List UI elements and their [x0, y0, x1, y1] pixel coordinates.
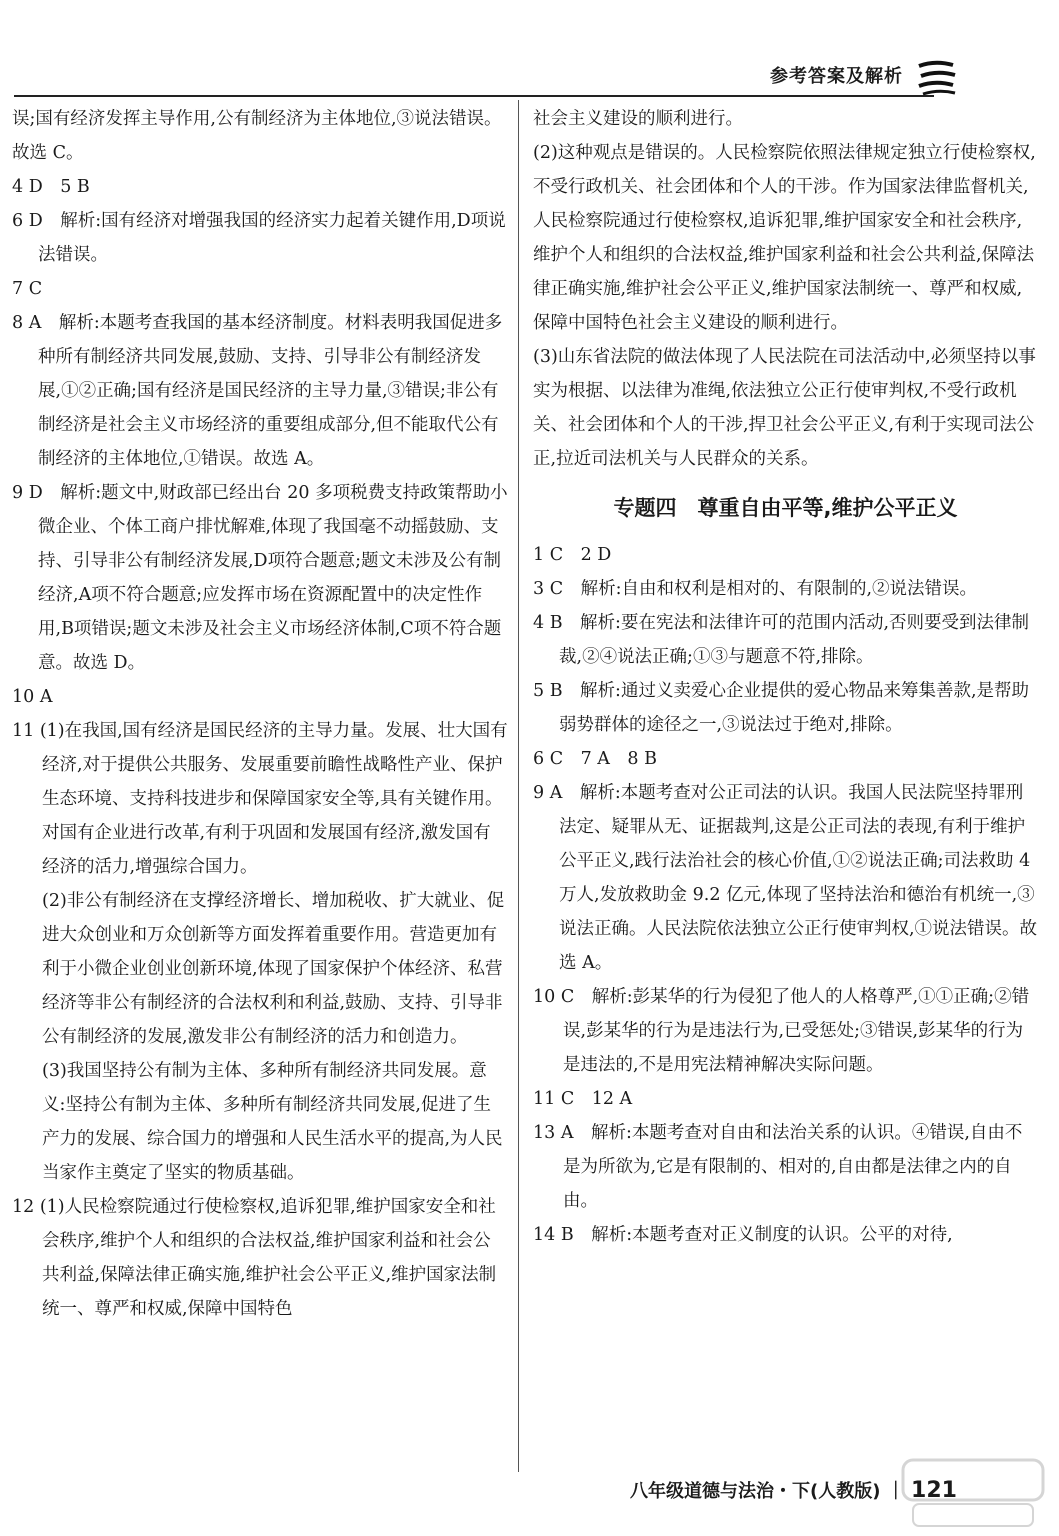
- answer-s1-2: 1 C 2 D: [533, 545, 612, 565]
- answer-12-part1: 12 (1)人民检察院通过行使检察权,追诉犯罪,维护国家安全和社会秩序,维护个人和组织的合法权益,维护国家利益和社会公共利益,保障法律正确实施,维护社会公平正义,维护国家法制统一、尊严和权威,保障中国特色: [12, 1197, 497, 1319]
- section-title: 专题四 尊重自由平等,维护公平正义: [613, 496, 958, 520]
- footer-book-title: 八年级道德与法治・下(人教版): [630, 1481, 881, 1502]
- answer-s13: 13 A 解析:本题考查对自由和法治关系的认识。④错误,自由不是为所欲为,它是有限制的、相对的,自由都是法律之内的自由。: [533, 1123, 1023, 1211]
- answer-s11-12: 11 C 12 A: [533, 1089, 633, 1109]
- answer-s4: 4 B 解析:要在宪法和法律许可的范围内活动,否则要受到法律制裁,②④说法正确;①③与题意不符,排除。: [533, 613, 1030, 667]
- answer-12-part3: (3)山东省法院的做法体现了人民法院在司法活动中,必须坚持以事实为根据、以法律为准绳,依法独立公正行使审判权,不受行政机关、社会团体和个人的干涉,捍卫社会公平正义,有利于实现司法公正,拉近司法机关与人民群众的关系。: [533, 347, 1036, 469]
- book-logo-icon: [915, 56, 959, 100]
- left-column: [12, 102, 508, 1326]
- answer-s3: 3 C 解析:自由和权利是相对的、有限制的,②说法错误。: [533, 579, 978, 599]
- answer-12-cont: 社会主义建设的顺利进行。: [533, 109, 743, 129]
- answer-s14: 14 B 解析:本题考查对正义制度的认识。公平的对待,: [533, 1225, 953, 1245]
- page-number: 121: [911, 1478, 957, 1503]
- answer-10: 10 A: [12, 687, 53, 707]
- right-column: [533, 102, 1038, 1252]
- header-rule: [14, 95, 934, 97]
- footer-separator: ｜: [886, 1481, 905, 1502]
- header-title: 参考答案及解析: [770, 66, 903, 87]
- answer-s6-8: 6 C 7 A 8 B: [533, 749, 657, 769]
- answer-6: 6 D 解析:国有经济对增强我国的经济实力起着关键作用,D项说法错误。: [12, 211, 506, 265]
- answer-7: 7 C: [12, 279, 43, 299]
- answer-4-5: 4 D 5 B: [12, 177, 90, 197]
- answer-12-part2: (2)这种观点是错误的。人民检察院依照法律规定独立行使检察权,不受行政机关、社会团体和个人的干涉。作为国家法律监督机关,人民检察院通过行使检察权,追诉犯罪,维护国家安全和社会秩序,维护个人和组织的合法权益,维护国家利益和社会公共利益,保障法律正确实施,维护社会公平正义,维护国家法制统一、尊严和权威,保障中国特色社会主义建设的顺利进行。: [533, 143, 1036, 333]
- answer-11-part2: (2)非公有制经济在支撑经济增长、增加税收、扩大就业、促进大众创业和万众创新等方面发挥着重要作用。营造更加有利于小微企业创业创新环境,体现了国家保护个体经济、私营经济等非公有制经济的合法权利和利益,鼓励、支持、引导非公有制经济的发展,激发非公有制经济的活力和创造力。: [42, 891, 505, 1047]
- answer-11-part3: (3)我国坚持公有制为主体、多种所有制经济共同发展。意义:坚持公有制为主体、多种所有制经济共同发展,促进了生产力的发展、综合国力的增强和人民生活水平的提高,为人民当家作主奠定了坚实的物质基础。: [42, 1061, 503, 1183]
- answer-s10: 10 C 解析:彭某华的行为侵犯了他人的人格尊严,①①正确;②错误,彭某华的行为是违法行为,已受惩处;③错误,彭某华的行为是违法的,不是用宪法精神解决实际问题。: [533, 987, 1030, 1075]
- answer-11-part1: 11 (1)在我国,国有经济是国民经济的主导力量。发展、壮大国有经济,对于提供公共服务、发展重要前瞻性战略性产业、保护生态环境、支持科技进步和保障国家安全等,具有关键作用。对国有企业进行改革,有利于巩固和发展国有经济,激发国有经济的活力,增强综合国力。: [12, 721, 508, 877]
- answer-9: 9 D 解析:题文中,财政部已经出台 20 多项税费支持政策帮助小微企业、个体工商户排忧解难,体现了我国毫不动摇鼓励、支持、引导非公有制经济发展,D项符合题意;题文未涉及公有制经济,A项不符合题意;应发挥市场在资源配置中的决定性作用,B项错误;题文未涉及社会主义市场经济体制,C项不符合题意。故选 D。: [12, 483, 508, 673]
- answer-text: 误;国有经济发挥主导作用,公有制经济为主体地位,③说法错误。故选 C。: [12, 109, 502, 163]
- answer-s9: 9 A 解析:本题考查对公正司法的认识。我国人民法院坚持罪刑法定、疑罪从无、证据裁判,这是公正司法的表现,有利于维护公平正义,践行法治社会的核心价值,①②说法正确;司法救助 4 万人,发放救助金 9.2 亿元,体现了坚持法治和德治有机统一,③说法正确。人民法院依法独立公正行使审判权,①说法错误。故选 A。: [533, 783, 1038, 973]
- answer-s5: 5 B 解析:通过义卖爱心企业提供的爱心物品来筹集善款,是帮助弱势群体的途径之一,③说法过于绝对,排除。: [533, 681, 1030, 735]
- column-divider: [518, 100, 519, 1472]
- answer-8: 8 A 解析:本题考查我国的基本经济制度。材料表明我国促进多种所有制经济共同发展,鼓励、支持、引导非公有制经济发展,①②正确;国有经济是国民经济的主导力量,③错误;非公有制经济是社会主义市场经济的重要组成部分,但不能取代公有制经济的主体地位,①错误。故选 A。: [12, 313, 503, 469]
- watermark-logo: [893, 1454, 1053, 1532]
